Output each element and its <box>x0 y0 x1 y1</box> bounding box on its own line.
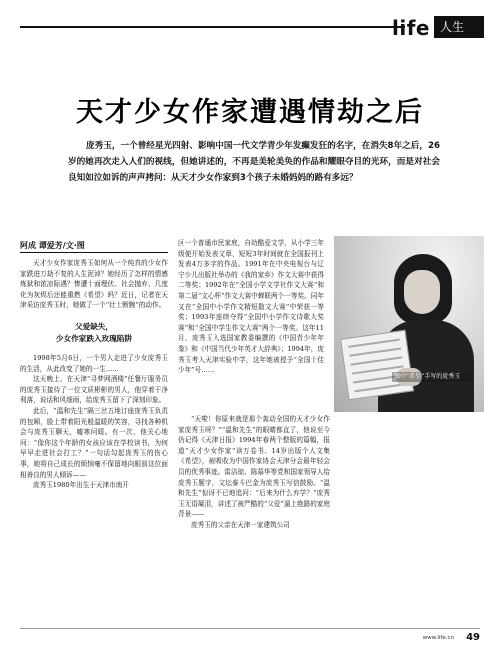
paragraph: 区一个普通市民家庭，自幼酷爱文学，从小学三年级便开始发表文章，短短3年时间就在全国报刊上发表4万多字的作品。1991年在中央电视台与辽宁少儿出版社举办的《我的家乡》作文大赛中获得二等奖；1992年在“全国小学文学社作文大赛”和第二届“文心杯”作文大赛中蝉联两个一等奖。同年又在“全国中小学作文精短散文大赛”中荣获一等奖；1993年连续夺得“全国中小学作文诗歌大奖赛”和“全国中学生作文大赛”两个一等奖。这年11月，庞秀玉入选国家教委编撰的《中国青少年年鉴》和《中国当代少年英才大辞典》；1994年，庞秀玉考入天津实验中学，这年她被授予“全国十佳少年”号…… <box>178 239 324 375</box>
byline: 阿成 谭爱芳/文·图 <box>20 241 85 250</box>
subheading-line-2: 少女作家跌入玫瑰陷阱 <box>56 333 132 343</box>
photo-held-document <box>340 330 414 401</box>
paragraph: “天啦！你原来就是那个轰动全国的天才少女作家庞秀玉呀？”“温和先生”的眼睛都直了，他说至今仍记得《天津日报》1994年春两个整版的篇幅，报道“天才少女作家”读万卷书、14岁出版个人文集《希望》，被吸收为中国作家协会天津分会最年轻会员的优秀事迹。雷洁琼、陈慕华等党和国家领导人给庞秀玉题字，文坛泰斗巴金为庞秀玉写信鼓励。“温和先生”惊讶不已地追问：“后来为什么弃学？”庞秀玉无语凝泪，讲述了被严酷的“父爱”逼上绝路的家庭背景—— <box>178 415 330 519</box>
paragraph: 1998年5月6日，一个男人走进了少女庞秀玉的生活，从此改变了她的一生…… <box>20 353 168 373</box>
article-lead: 庞秀玉，一个曾经星光四射、影响中国一代文学青少年发癫发狂的名字，在消失8年之后，26岁的她再次走入人们的视线，但她讲述的，不再是美轮美奂的作品和耀眼夺目的光环，而是对社会良知如泣如诉的声声拷问：从天才少女作家到3个孩子未婚妈妈的路有多远？ <box>68 141 440 183</box>
column-1 <box>20 258 168 491</box>
article-title: 天才少女作家遭遇情劫之后 <box>76 97 424 128</box>
subheading <box>20 321 168 345</box>
section-label-zh: 人生 <box>434 16 484 38</box>
page-number: 49 <box>466 632 480 643</box>
paragraph: 天才少女作家庞秀玉如何从一个纯真的少女作家跌进万劫不复的人生泥淖？她经历了怎样的情感炼狱和浓凉际遇？惨遭十面埋伏、社会抛弃、几度化为灰烬后还能重燃《希望》吗？近日，记者在天津采访庞秀玉时，她做了一个“壮士断腕”的动作。 <box>20 259 168 310</box>
photo-caption: 图中“希望”手写的庞秀玉 <box>392 372 472 382</box>
paragraph: 庞秀玉1980年出生于天津市南开 <box>33 481 129 490</box>
subheading-line-1: 父爱缺失， <box>75 321 113 331</box>
article-photo <box>334 236 484 412</box>
paragraph: 庞秀玉的父亲在天津一家建筑公司 <box>191 520 290 529</box>
header-rule <box>20 26 405 28</box>
byline-rule <box>20 252 168 253</box>
footer-url: www.life.cn <box>422 635 454 641</box>
column-3 <box>178 414 330 531</box>
section-header <box>0 14 500 40</box>
footer-rule <box>20 628 480 629</box>
section-label-en: life <box>392 16 430 40</box>
column-2 <box>178 238 324 376</box>
photo-subject-face <box>404 270 440 314</box>
paragraph: 这天晚上，在天津“寻梦网酒楼”任餐厅服务员的庞秀玉接待了一位文质彬彬的男人，他穿着干净利落，说话和风细雨，给庞秀玉留下了深刻印象。 <box>20 375 168 405</box>
paragraph: 此后，“温和先生”隔三岔五地订座庞秀玉负责的包厢，脸上带着阳光般温暖的笑容，寻找各种机会与庞秀玉聊天，嘘寒问暖。有一次，他关心地问：“像你这个年龄的女孩应该在学校读书，为何早早走进社会打工？”一句话勾起庞秀玉的伤心事，她将自己成长的烦恼毫不保留地向眼前这位面相善良的男人倾诉—— <box>20 406 168 479</box>
